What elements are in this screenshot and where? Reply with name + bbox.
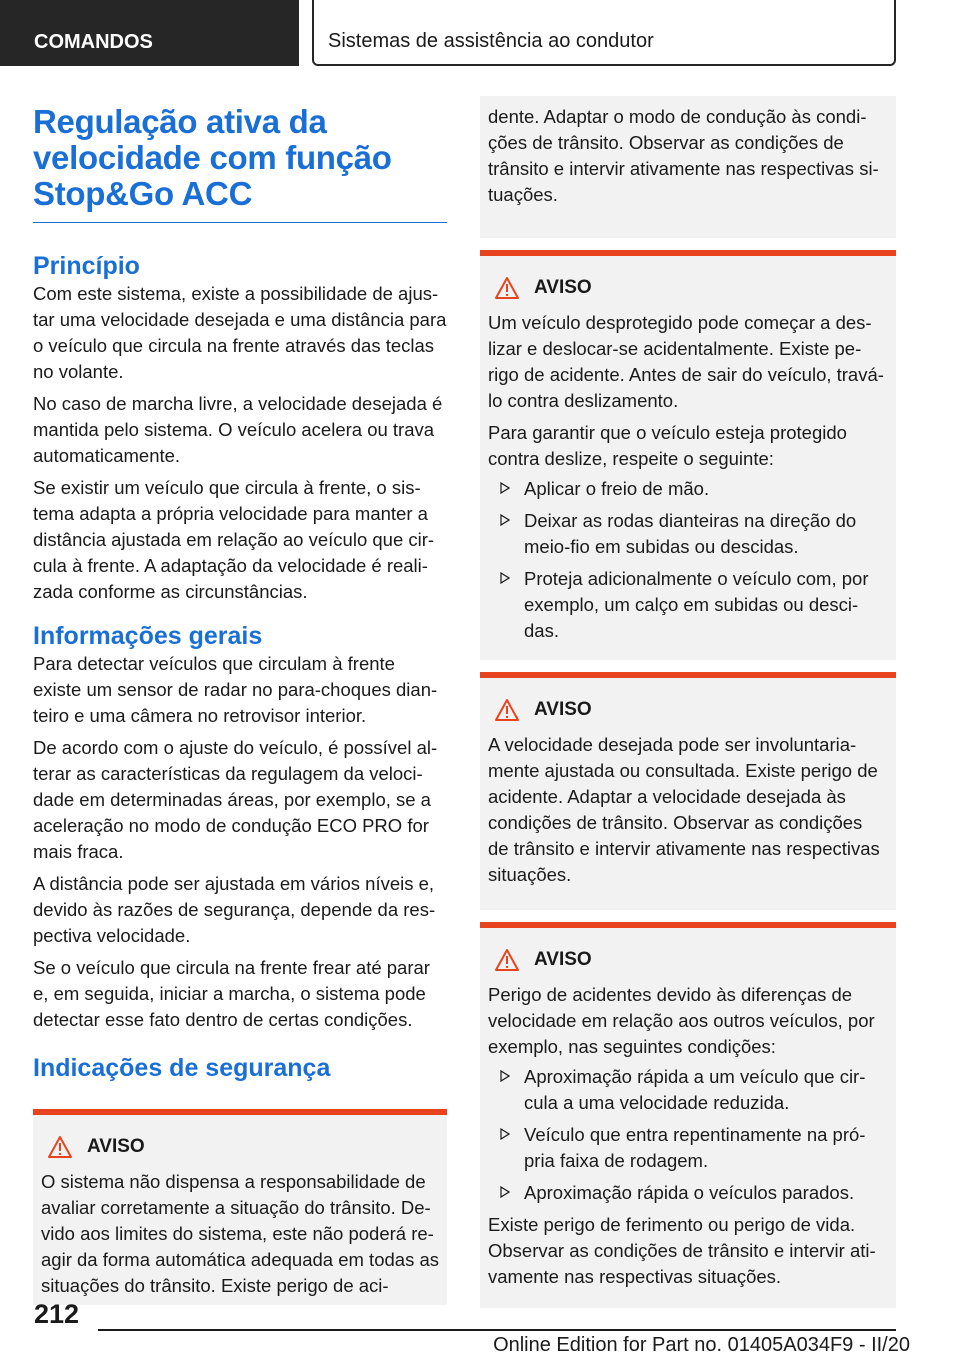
- warning-triangle-icon: [494, 948, 520, 972]
- warning-text: Para garantir que o veículo esteja protegido contra deslize, respeite o seguinte:: [488, 422, 847, 469]
- warning-box: [480, 672, 896, 910]
- warning-box: [480, 922, 896, 1308]
- right-column: [480, 96, 896, 1308]
- list-item: [488, 1122, 888, 1174]
- paragraph: Se existir um veículo que circula à frente, o sis-tema adapta a própria velocidade para manter a distância ajustada em relação ao veículo que cir-cula à frente. A adaptação da velocidade é reali-zada conforme as circunstâncias.: [33, 477, 435, 602]
- warning-box-continuation: [480, 96, 896, 238]
- warning-list: [488, 476, 888, 644]
- page-number: 212: [34, 1299, 80, 1329]
- chapter-title: Sistemas de assistência ao condutor: [312, 0, 896, 66]
- warning-triangle-icon: [494, 698, 520, 722]
- list-item: [488, 1180, 888, 1206]
- warning-text: Existe perigo de ferimento ou perigo de vida. Observar as condições de trânsito e intervir ati-vamente nas respectivas situações.: [488, 1214, 876, 1287]
- warning-label: AVISO: [87, 1136, 145, 1157]
- paragraph: Para detectar veículos que circulam à frente existe um sensor de radar no para-choques dian-teiro e uma câmera no retrovisor interior.: [33, 653, 438, 726]
- warning-triangle-icon: [47, 1135, 73, 1159]
- list-item-text: Deixar as rodas dianteiras na direção do meio-fio em subidas ou descidas.: [524, 510, 857, 557]
- list-item-text: Veículo que entra repentinamente na pró-pria faixa de rodagem.: [524, 1124, 866, 1171]
- section-tab: COMANDOS: [0, 0, 299, 66]
- warning-text: dente. Adaptar o modo de condução às condi-ções de trânsito. Observar as condições de trânsito e intervir ativamente nas respectivas si-tuações.: [488, 106, 879, 205]
- list-item-text: Aplicar o freio de mão.: [524, 478, 710, 499]
- paragraph: No caso de marcha livre, a velocidade desejada é mantida pelo sistema. O veículo acelera ou trava automaticamente.: [33, 393, 443, 466]
- left-column: [33, 104, 447, 1305]
- list-item-text: Aproximação rápida o veículos parados.: [524, 1182, 855, 1203]
- paragraph: Com este sistema, existe a possibilidade de ajus-tar uma velocidade desejada e uma distância para o veículo que circula na frente através das teclas no volante.: [33, 283, 447, 382]
- warning-text: O sistema não dispensa a responsabilidade de avaliar corretamente a situação do trânsito. De-vido aos limites do sistema, este não poderá re-agir da forma automática adequada em todas as situações do trânsito. Existe perigo de aci-: [41, 1171, 439, 1296]
- warning-box: [480, 250, 896, 660]
- page-title: Regulação ativa da velocidade com função Stop&Go ACC: [33, 104, 447, 223]
- paragraph: Se o veículo que circula na frente frear até parar e, em seguida, iniciar a marcha, o sistema pode detectar esse fato dentro de certas condições.: [33, 957, 430, 1030]
- heading-general-info: Informações gerais: [33, 622, 263, 650]
- warning-label: AVISO: [534, 277, 592, 298]
- triangle-bullet-icon: [500, 482, 510, 494]
- paragraph: A distância pode ser ajustada em vários níveis e, devido às razões de segurança, depende da res-pectiva velocidade.: [33, 873, 436, 946]
- warning-label: AVISO: [534, 949, 592, 970]
- list-item-text: Aproximação rápida a um veículo que cir-cula a uma velocidade reduzida.: [524, 1066, 866, 1113]
- list-item: [488, 566, 888, 644]
- warning-text: Perigo de acidentes devido às diferenças de velocidade em relação aos outros veículos, por exemplo, nas seguintes condições:: [488, 984, 875, 1057]
- list-item: [488, 508, 888, 560]
- list-item: [488, 476, 888, 502]
- list-item-text: Proteja adicionalmente o veículo com, por exemplo, um calço em subidas ou desci-das.: [524, 568, 869, 641]
- heading-safety: Indicações de segurança: [33, 1054, 331, 1082]
- warning-triangle-icon: [494, 276, 520, 300]
- warning-label: AVISO: [534, 699, 592, 720]
- list-item: [488, 1064, 888, 1116]
- footer-divider: [98, 1329, 896, 1331]
- warning-text: A velocidade desejada pode ser involuntaria-mente ajustada ou consultada. Existe perigo de acidente. Adaptar a velocidade desejada às condições de trânsito. Observar as condições de trânsito e intervir ativamente nas respectivas situações.: [488, 734, 880, 885]
- triangle-bullet-icon: [500, 1128, 510, 1140]
- triangle-bullet-icon: [500, 1070, 510, 1082]
- heading-principle: Princípio: [33, 252, 140, 280]
- triangle-bullet-icon: [500, 572, 510, 584]
- warning-text: Um veículo desprotegido pode começar a des-lizar e deslocar-se acidentalmente. Existe pe-rigo de acidente. Antes de sair do veículo, travá-lo contra deslizamento.: [488, 312, 884, 411]
- edition-note: Online Edition for Part no. 01405A034F9 - II/20: [493, 1334, 910, 1356]
- triangle-bullet-icon: [500, 514, 510, 526]
- warning-list: [488, 1064, 888, 1206]
- triangle-bullet-icon: [500, 1186, 510, 1198]
- paragraph: De acordo com o ajuste do veículo, é possível al-terar as características da regulagem da veloci-dade em determinadas áreas, por exemplo, se a aceleração no modo de condução ECO PRO for mais fraca.: [33, 737, 438, 862]
- warning-box: [33, 1109, 447, 1305]
